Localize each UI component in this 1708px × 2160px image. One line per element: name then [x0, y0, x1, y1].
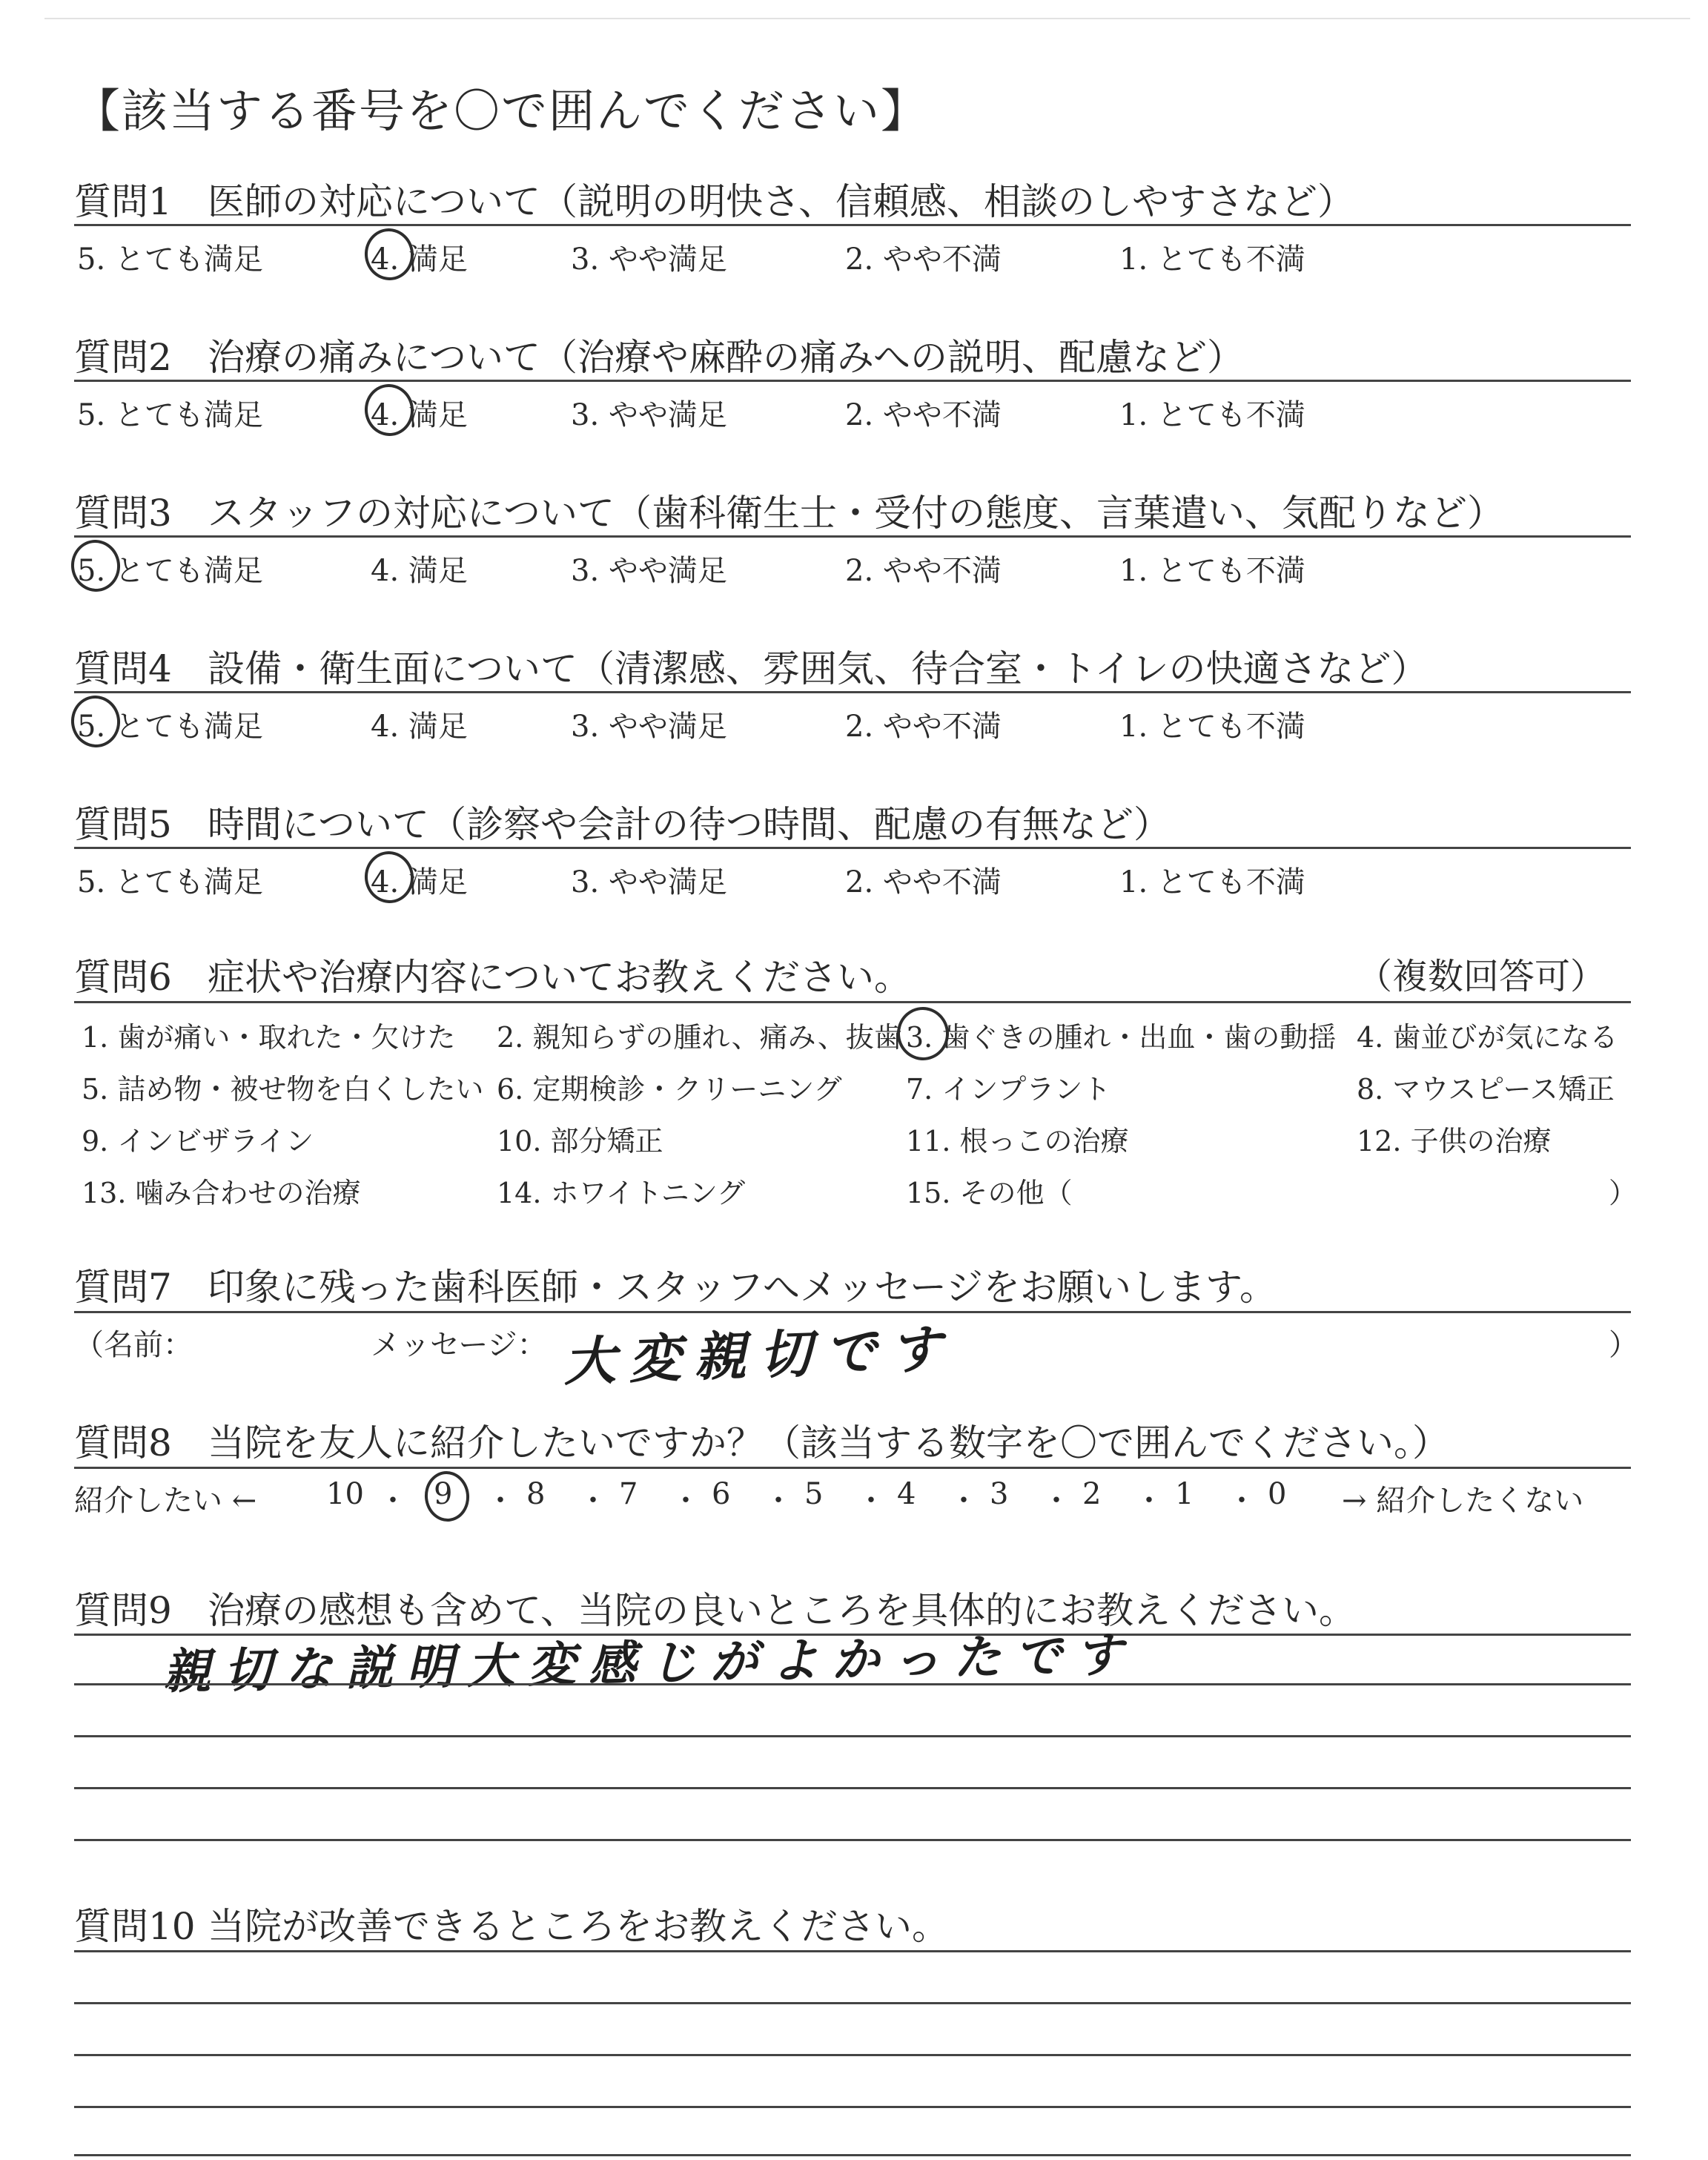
q5-option-1[interactable]: 1. とても不満 — [1119, 865, 1305, 899]
q2-number: 質問2 — [74, 336, 172, 379]
q6-option-11[interactable]: 11. 根っこの治療 — [906, 1125, 1129, 1157]
scan-top-edge — [44, 18, 1690, 19]
q6-option-7[interactable]: 7. インプラント — [906, 1073, 1111, 1106]
q3-heading — [74, 483, 1504, 537]
q6-heading — [74, 948, 911, 1001]
q4-option-3[interactable]: 3. やや満足 — [571, 710, 727, 744]
q9-rule-4 — [74, 1787, 1631, 1789]
q8-scale-5[interactable]: 5 — [804, 1477, 824, 1511]
q8-scale-separator: ・ — [486, 1484, 515, 1518]
q6-option-4[interactable]: 4. 歯並びが気になる — [1357, 1021, 1618, 1054]
q8-scale-separator: ・ — [764, 1484, 793, 1518]
q2-option-5[interactable]: 5. とても満足 — [77, 398, 263, 432]
q8-number: 質問8 — [74, 1421, 172, 1464]
q8-heading — [74, 1413, 1449, 1467]
q6-text: 症状や治療内容についてお教えください。 — [208, 956, 911, 999]
q4-heading — [74, 639, 1429, 693]
q1-number: 質問1 — [74, 180, 172, 223]
q8-scale-separator: ・ — [1042, 1484, 1071, 1518]
q10-rule-2 — [74, 2002, 1631, 2004]
q5-heading — [74, 795, 1171, 848]
q8-scale-4[interactable]: 4 — [897, 1477, 916, 1511]
q4-option-2[interactable]: 2. やや不満 — [845, 710, 1002, 744]
q10-rule-3 — [74, 2054, 1631, 2056]
q8-scale-separator: ・ — [949, 1484, 979, 1518]
q5-rule — [74, 847, 1631, 849]
q6-multiple-note: （複数回答可） — [1357, 956, 1606, 997]
q8-scale-1[interactable]: 1 — [1175, 1477, 1194, 1511]
q1-option-1[interactable]: 1. とても不満 — [1119, 242, 1305, 277]
q7-text: 印象に残った歯科医師・スタッフへメッセージをお願いします。 — [208, 1266, 1277, 1309]
q1-heading — [74, 172, 1354, 225]
q8-scale-2[interactable]: 2 — [1082, 1477, 1102, 1511]
q6-option-9[interactable]: 9. インビザライン — [82, 1125, 314, 1157]
q7-name-label: （名前： — [74, 1328, 193, 1362]
q9-number: 質問9 — [74, 1589, 172, 1632]
q4-rule — [74, 691, 1631, 693]
q5-option-5[interactable]: 5. とても満足 — [77, 865, 263, 899]
q1-text: 医師の対応について（説明の明快さ、信頼感、相談のしやすさなど） — [208, 180, 1354, 223]
q6-option-14[interactable]: 14. ホワイトニング — [497, 1177, 746, 1209]
q4-option-5[interactable]: 5. とても満足 — [77, 710, 263, 744]
q6-option-8[interactable]: 8. マウスピース矯正 — [1357, 1073, 1615, 1106]
q3-text: スタッフの対応について（歯科衛生士・受付の態度、言葉遣い、気配りなど） — [208, 492, 1504, 535]
q5-option-4[interactable]: 4. 満足 — [371, 865, 468, 899]
q2-option-1[interactable]: 1. とても不満 — [1119, 398, 1305, 432]
q3-option-4[interactable]: 4. 満足 — [371, 554, 468, 588]
q2-heading — [74, 328, 1244, 381]
q8-scale-separator: ・ — [578, 1484, 608, 1518]
q6-option-3[interactable]: 3. 歯ぐきの腫れ・出血・歯の動揺 — [906, 1021, 1337, 1054]
page-title: 【該当する番号を〇で囲んでください】 — [74, 84, 929, 138]
q6-option-6[interactable]: 6. 定期検診・クリーニング — [497, 1073, 842, 1106]
q8-selection-circle — [423, 1469, 472, 1524]
q3-rule — [74, 535, 1631, 538]
q1-option-2[interactable]: 2. やや不満 — [845, 242, 1002, 277]
q8-scale-10[interactable]: 10 — [326, 1477, 364, 1511]
q5-number: 質問5 — [74, 803, 172, 846]
q7-message-label: メッセージ： — [371, 1328, 547, 1362]
q6-rule — [74, 1001, 1631, 1003]
q3-number: 質問3 — [74, 492, 172, 535]
q5-text: 時間について（診察や会計の待つ時間、配慮の有無など） — [208, 803, 1171, 846]
q3-option-5[interactable]: 5. とても満足 — [77, 554, 263, 588]
q2-option-4[interactable]: 4. 満足 — [371, 398, 468, 432]
q6-option-1[interactable]: 1. 歯が痛い・取れた・欠けた — [82, 1021, 456, 1054]
q3-option-2[interactable]: 2. やや不満 — [845, 554, 1002, 588]
q2-text: 治療の痛みについて（治療や麻酔の痛みへの説明、配慮など） — [208, 336, 1244, 379]
q8-scale-7[interactable]: 7 — [619, 1477, 638, 1511]
q4-option-1[interactable]: 1. とても不満 — [1119, 710, 1305, 744]
q10-text: 当院が改善できるところをお教えください。 — [208, 1905, 949, 1948]
q1-option-5[interactable]: 5. とても満足 — [77, 242, 263, 277]
q10-number: 質問10 — [74, 1905, 196, 1948]
q4-option-4[interactable]: 4. 満足 — [371, 710, 468, 744]
q1-option-3[interactable]: 3. やや満足 — [571, 242, 727, 277]
q7-heading — [74, 1258, 1277, 1311]
q8-scale-separator: ・ — [856, 1484, 886, 1518]
q6-option-12[interactable]: 12. 子供の治療 — [1357, 1125, 1552, 1157]
q8-rule — [74, 1467, 1631, 1469]
q8-scale-3[interactable]: 3 — [990, 1477, 1009, 1511]
q9-rule-2 — [74, 1683, 1631, 1685]
q6-option-15[interactable]: 15. その他（ — [906, 1177, 1073, 1209]
q7-close-paren: ） — [1609, 1328, 1638, 1362]
q9-rule-3 — [74, 1735, 1631, 1737]
q8-scale-separator: ・ — [1227, 1484, 1257, 1518]
q1-rule — [74, 224, 1631, 226]
q8-right-label: → 紹介したくない — [1342, 1484, 1584, 1518]
q6-option-10[interactable]: 10. 部分矯正 — [497, 1125, 663, 1157]
q9-rule-5 — [74, 1839, 1631, 1841]
q9-text: 治療の感想も含めて、当院の良いところを具体的にお教えください。 — [208, 1589, 1356, 1632]
q2-rule — [74, 380, 1631, 382]
q6-number: 質問6 — [74, 956, 172, 999]
q8-scale-0[interactable]: 0 — [1268, 1477, 1287, 1511]
q8-scale-separator: ・ — [1134, 1484, 1164, 1518]
q8-left-label: 紹介したい ← — [74, 1484, 257, 1518]
q8-scale-9[interactable]: 9 — [434, 1477, 453, 1511]
q2-option-2[interactable]: 2. やや不満 — [845, 398, 1002, 432]
q1-option-4[interactable]: 4. 満足 — [371, 242, 468, 277]
q5-option-3[interactable]: 3. やや満足 — [571, 865, 727, 899]
q8-scale-separator: ・ — [671, 1484, 701, 1518]
q7-handwritten-message[interactable]: 大変親切です — [562, 1318, 956, 1393]
q10-rule-1 — [74, 1950, 1631, 1952]
q2-option-3[interactable]: 3. やや満足 — [571, 398, 727, 432]
q3-option-3[interactable]: 3. やや満足 — [571, 554, 727, 588]
q4-number: 質問4 — [74, 647, 172, 690]
q8-scale-6[interactable]: 6 — [712, 1477, 731, 1511]
q7-number: 質問7 — [74, 1266, 172, 1309]
q3-option-1[interactable]: 1. とても不満 — [1119, 554, 1305, 588]
q10-heading — [74, 1897, 949, 1950]
q10-rule-4 — [74, 2106, 1631, 2108]
q6-option-5[interactable]: 5. 詰め物・被せ物を白くしたい — [82, 1073, 484, 1106]
q10-rule-5 — [74, 2154, 1631, 2156]
q8-scale-separator: ・ — [378, 1484, 408, 1518]
q6-option-2[interactable]: 2. 親知らずの腫れ、痛み、抜歯 — [497, 1021, 902, 1054]
q4-text: 設備・衛生面について（清潔感、雰囲気、待合室・トイレの快適さなど） — [208, 647, 1429, 690]
q6-close-paren: ） — [1609, 1177, 1638, 1209]
q5-option-2[interactable]: 2. やや不満 — [845, 865, 1002, 899]
q9-handwritten-answer[interactable]: 親切な説明大変感じがよかったです — [162, 1628, 1136, 1700]
q8-text: 当院を友人に紹介したいですか？（該当する数字を〇で囲んでください。） — [208, 1421, 1449, 1464]
q8-scale-8[interactable]: 8 — [526, 1477, 546, 1511]
q6-option-13[interactable]: 13. 噛み合わせの治療 — [82, 1177, 361, 1209]
